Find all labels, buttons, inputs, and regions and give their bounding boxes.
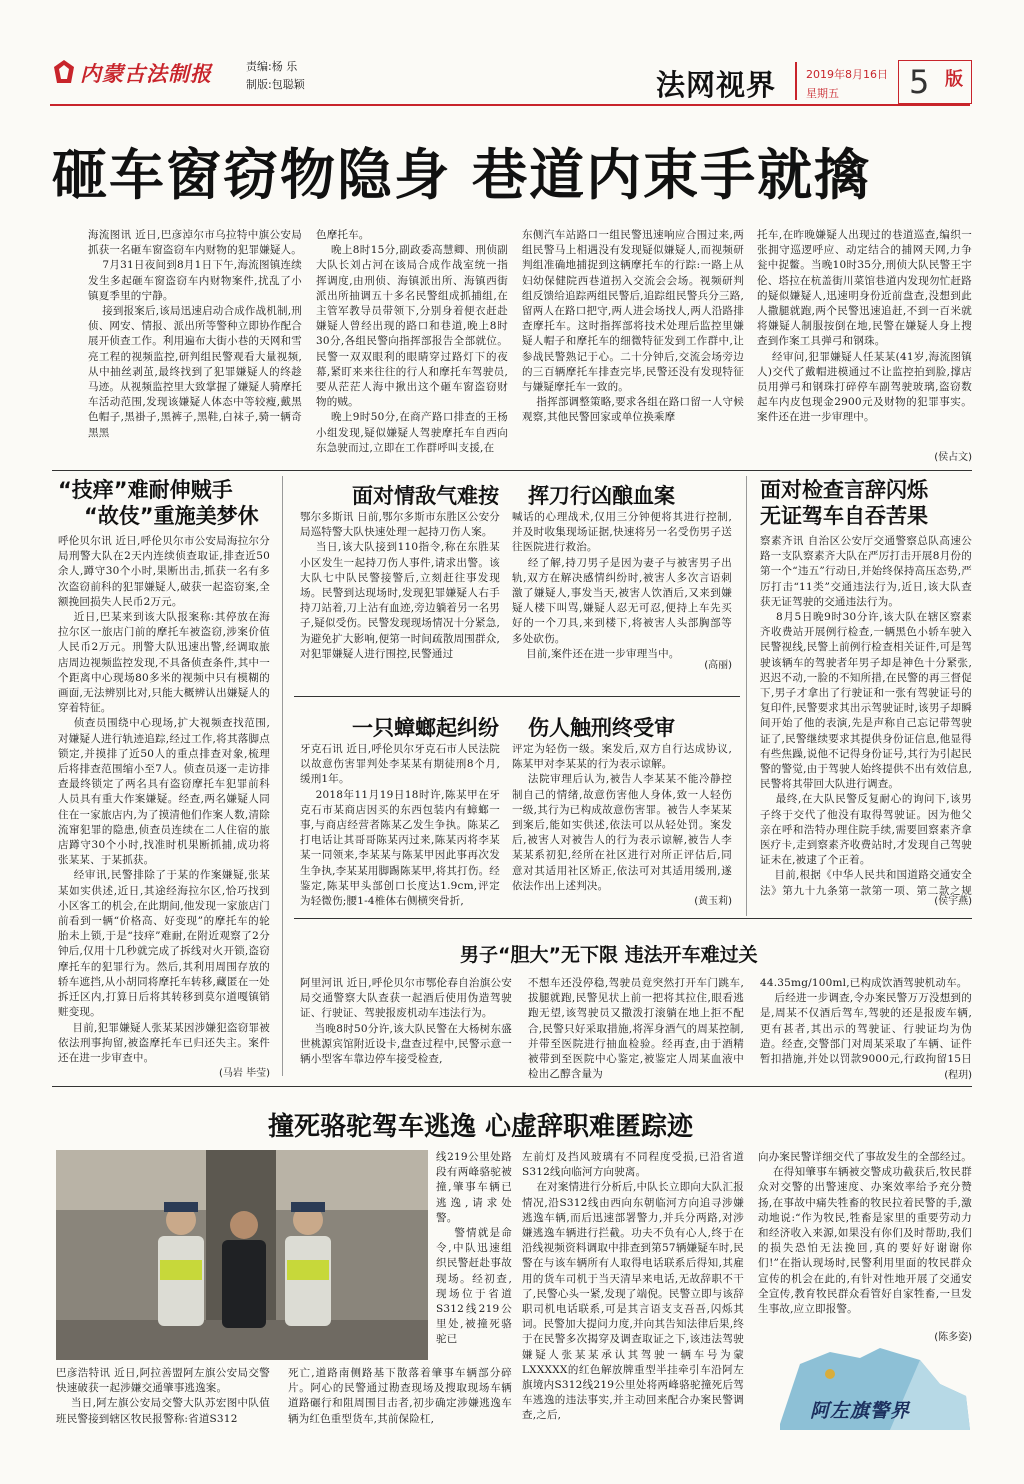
a2-headline: 面对情敌气难按 [352, 484, 499, 508]
page-label: 版 [945, 69, 963, 90]
a7-headline: 男子“胆大”无下限 违法开车难过关 [460, 944, 758, 966]
a5-body: 牙克石讯 近日,呼伦贝尔牙克石市人民法院以故意伤害罪判处李某某有期徒刑8个月,缓刑1年。 2018年11月19日18时许,陈某甲在牙克石市某商店因买的东西包装内有蟑螂一事,与商店经营者陈某乙发生争执。陈某乙打电话让其哥哥陈某丙过来,陈某丙将李某某一同领来,李某某与陈某甲因此事再次发生争执,李某某用脚踢陈某甲,将其打伤。经鉴定,陈某甲头部创口长度达1.9cm,评定为轻微伤;腰1-4椎体右侧横突骨折, [300, 743, 500, 908]
section-rule-1 [52, 470, 972, 471]
a8-body-col3: 左前灯及挡风玻璃有不同程度受损,已沿省道S312线向临河方向驶离。 在对案情进行分析后,中队长立即向大队汇报情况,沿S312线由西向东朝临河方向追寻涉嫌逃逸车辆,而后迅速部署警力,并兵分两路,对涉嫌逃逸车辆进行拦截。功夫不负有心人,终于在沿线视频资料调取中排查到第57辆嫌疑车时,民警在与该车辆所有人取得电话联系后得知,其雇用的货车司机于当天清早来电话,无故辞职不干了,民警心头一紧,发现了端倪。民警立即与该辞职司机电话联系,可是其言语支支吾吾,闪烁其词。民警加大提问力度,并向其告知法律后果,终于在民警多次揭穿及调查取证之下,该违法驾驶嫌疑人张某某承认其驾驶一辆车号为蒙LXXXXX的红色解放牌重型半挂牵引车沿阿左旗境内S312线219公里处将两峰骆驼撞死后驾车逃逸的违法事实,并主动回来配合办案民警调查,之后, [522, 1151, 744, 1422]
a8-body-col1: 线219公里处路段有两峰骆驼被撞,肇事车辆已逃逸,请求处警。 警情就是命令,中队迅速组织民警赶赴事故现场。经初查,现场位于省道S312线219公里处,被撞死骆驼已 [436, 1151, 512, 1346]
a6-headline: 伤人触刑终受审 [528, 716, 675, 740]
a2-body: 鄂尔多斯讯 日前,鄂尔多斯市东胜区公安分局巡特警大队快速处理一起持刀伤人案。 当日,该大队接到110指令,称在东胜某小区发生一起持刀伤人事件,请求出警。该大队七中队民警接警后,立刻赶往事发现场。民警到达现场时,发现犯罪嫌疑人右手持刀站着,刀上沾有血迹,旁边躺着另一名男子,疑似受伤。民警发现现场情况十分紧急,为避免扩大影响,便第一时间疏散周围群众,对犯罪嫌疑人进行围控,民警通过 [300, 511, 500, 660]
a6-body: 评定为轻伤一级。案发后,双方自行达成协议,陈某甲对李某某的行为表示谅解。 法院审理后认为,被告人李某某不能冷静控制自己的情绪,故意伤害他人身体,致一人轻伤一级,其行为已构成故意伤害罪。被告人李某某到案后,能如实供述,依法可以从轻处罚。案发后,被害人对被告人的行为表示谅解,被告人李某某系初犯,经所在社区进行对所正评估后,同意对其适用社区矫正,依法可对其适用缓刑,遂依法作出上述判决。 [512, 743, 732, 892]
a1-headline-2: “故伎”重施美梦休 [84, 504, 259, 528]
col-divider-1 [282, 476, 283, 1076]
editor-line: 责编:杨 乐 [246, 60, 298, 73]
a8-caption: 巴彦浩特讯 近日,阿拉善盟阿左旗公安局交警快速破获一起涉嫌交通肇事逃逸案。 当日,阿左旗公安局交警大队苏宏图中队值班民警接到辖区牧民报警称:省道S312 [56, 1367, 270, 1425]
lead-body-col2: 色摩托车。 晚上8时15分,副政委高慧卿、刑侦副大队长刘占河在该局合成作战室统一指挥调度,由刑侦、海镇派出所、海镇西街派出所抽调五十多名民警组成抓捕组,在主管军教导员带领下,分别身着便衣赶赴嫌疑人曾经出现的路口和巷道,晚上8时30分,各组民警向指挥部报告全部就位。民警一双双眼利的眼睛穿过路灯下的夜幕,紧盯来来往往的行人和摩托车驾驶员,要从茫茫人海中揪出这个砸车窗盗窃财物的贼。 晚上9时50分,在商产路口排查的王杨小组发现,疑似嫌疑人驾驶摩托车自西向东急驶而过,立即在工作群呼叫支援,在 [316, 229, 508, 454]
issue-date: 2019年8月16日 [806, 68, 888, 81]
a7-body-col1: 阿里河讯 近日,呼伦贝尔市鄂伦春自治旗公安局交通警察大队查获一起酒后使用伪造驾驶证、行驶证、驾驶报废机动车违法行为。 当晚8时50分许,该大队民警在大杨树东盛世桃源宾馆附近设卡,盘查过程中,民警示意一辆小型客车靠边停车接受检查, [300, 977, 512, 1066]
a3-byline: (高丽) [704, 660, 732, 671]
lead-body-col3: 东侧汽车站路口一组民警迅速响应合围过来,两组民警马上相遇没有发现疑似嫌疑人,而视频研判组准确地捕捉到这辆摩托车的行踪:一路上从妇幼保健院西巷道拐入交流会会场。视频研判组反馈给追踪两组民警后,追踪组民警兵分三路,留两人在路口把守,两人进会场找人,两人沿路排查摩托车。这时指挥部将技术处理后监控里嫌疑人帽子和摩托车的细微特征发到工作群中,让参战民警熟记于心。二十分钟后,交流会场旁边的三百辆摩托车排查完毕,民警还没有发现特征与嫌疑摩托车一致的。 指挥部调整策略,要求各组在路口留一人守候观察,其他民警回家或单位换乘摩 [522, 229, 744, 424]
paper-emblem-icon [52, 59, 76, 85]
lead-body-col4: 托车,在昨晚嫌疑人出现过的巷道巡查,编织一张拥守巡逻呼应、动定结合的捕网天网,力争瓮中捉鳖。当晚10时35分,刑侦大队民警王宇伦、塔拉在杭盖街川菜馆巷道内发现勿忙赶路的疑似嫌疑人,迅速明身份近前盘查,没想到此人撒腿就跑,两个民警迅速追赶,不到一百米就将嫌疑人制服按倒在地,民警在嫌疑人身上搜查到作案工具弹弓和钢珠。 经审问,犯罪嫌疑人任某某(41岁,海流图镇人)交代了戴帽进模通过不让监控拍到脸,撑店员用弹弓和钢珠打碎停车副驾驶玻璃,盗窃数起车内皮包现金2900元及财物的犯罪事实。案件还在进一步审理中。 [757, 229, 972, 424]
page-number: 5 [909, 63, 930, 101]
police-officers-image [56, 1150, 428, 1360]
a5-headline: 一只蟑螂起纠纷 [352, 716, 499, 740]
a3-headline: 挥刀行凶酿血案 [528, 484, 675, 508]
section-rule-4 [52, 1086, 972, 1087]
issue-weekday: 星期五 [806, 87, 839, 100]
section-rule-2 [294, 696, 740, 697]
masthead-rule [50, 104, 970, 106]
a3-body: 喊话的心理战术,仅用三分钟便将其进行控制,并及时收集现场证据,快速将另一名受伤男子送往医院进行救治。 经了解,持刀男子是因为妻子与被害男子出轨,双方在解决感情纠纷时,被害人多次言语刺激了嫌疑人,事发当天,被害人饮酒后,又来到嫌疑人楼下叫骂,嫌疑人忍无可忍,便持上车先买好的一个刀具,来到楼下,将被害人头部胸部等多处砍伤。 目前,案件还在进一步审理当中。 [512, 511, 732, 660]
paper-logo [52, 58, 232, 86]
a1-body: 呼伦贝尔讯 近日,呼伦贝尔市公安局海拉尔分局刑警大队在2天内连续侦查取证,排查近50余人,蹲守30个小时,果断出击,抓获一名有多次盗窃前科的犯罪嫌疑人,破获一起盗窃案,全额挽回损失人民币2万元。 近日,巴某来到该大队报案称:其停放在海拉尔区一旅店门前的摩托车被盗窃,涉案价值人民币2万元。刑警大队迅速出警,经调取旅店周边视频监控发现,不具备侦查条件,其中一个距离中心现场80多米的视频中只有模糊的画面,无法辨别比对,只能大概辨认出嫌疑人的穿着特征。 侦查员围绕中心现场,扩大视频查找范围,对嫌疑人进行轨迹追踪,经过工作,将其落脚点锁定,并摸排了近50人的重点排查对象,梳理后将排查范围缩小至7人。侦查员逐一走访排查最终锁定了两名具有盗窃摩托车犯罪前科人员具有重大作案嫌疑。经查,两名嫌疑人同住在一家旅店内,为了摸清他们作案人数,清除流窜犯罪的隐患,侦查员连续在二人住宿的旅店蹲守30个小时,找准时机果断抓捕,成功将张某某、于某抓获。 经审讯,民警排除了于某的作案嫌疑,张某某如实供述,近日,其途经海拉尔区,恰巧找到小区客工的机会,在此期间,他发现一家旅店门前看到一辆“价格高、好变现”的摩托车的轮胎未上锁,于是“技痒”难耐,在附近观察了2分钟后,仅用十几秒就完成了拆线对火开锁,盗窃摩托车的犯罪行为。然后,其利用周围存放的轿车遮挡,从小胡同将摩托车转移,藏匿在一处拆迁区内,打算日后将其转移到莫尔道嘎镇销赃变现。 目前,犯罪嫌疑人张某某因涉嫌犯盗窃罪被依法刑事拘留,被盗摩托车已归还失主。案件还在进一步审查中。 [58, 535, 270, 1064]
accident-photo [56, 1150, 428, 1360]
a1-byline: (马岩 毕莹) [219, 1068, 270, 1079]
lead-body-col1: 海流图讯 近日,巴彦淖尔市乌拉特中旗公安局抓获一名砸车窗盗窃车内财物的犯罪嫌疑人。 7月31日夜间到8月1日下午,海流图镇连续发生多起砸车窗盗窃车内财物案件,扰乱了小镇夏季里的宁静。 接到报案后,该局迅速启动合成作战机制,刑侦、网安、情报、派出所等警种立即协作配合展开侦查工作。利用遍布大街小巷的天网和雪亮工程的视频监控,研判组民警观看大量视频,从中抽丝剥茧,最终找到了犯罪嫌疑人的终趁马迹。从视频监控里大致掌握了嫌疑人骑摩托车活动范围,发现该嫌疑人体态中等较瘦,戴黑色帽子,黑褂子,黑裤子,黑鞋,白袜子,骑一辆奇黑黑 [88, 229, 302, 439]
a4-headline-1: 面对检查言辞闪烁 [760, 478, 928, 502]
a1-headline-1: “技痒”难耐伸贼手 [58, 478, 233, 502]
section-title: 法网视界 [656, 68, 777, 102]
a8-body-col4: 向办案民警详细交代了事故发生的全部经过。 在得知肇事车辆被交警成功截获后,牧民群众对交警的出警速度、办案效率给予充分赞扬,在事故中痛失牲畜的牧民拉着民警的手,激动地说:“作为牧民,牲畜是家里的重要劳动力和经济收入来源,如果没有你们及时帮助,我们的损失恐怕无法挽回,真的要好好谢谢你们!”在指认现场时,民警利用里面的牧民群众宣传的机会在此的,有针对性地开展了交通安全宣传,教育牧民群众看管好自家牲畜,一旦发生事故,应立即报警。 [758, 1151, 972, 1316]
a7-body-col2: 不想车还没停稳,驾驶员竟突然打开车门跳车,拔腿就跑,民警见状上前一把将其拉住,眼看逃跑无望,该驾驶员又撒泼打滚躺在地上拒不配合,民警只好采取措施,将浑身酒气的周某控制,并带至医院进行抽血检验。经再查,由于酒精被带到至医院中心鉴定,被鉴定人周某血液中检出乙醇含量为 [528, 977, 744, 1080]
lead-byline: (侯占文) [934, 452, 972, 463]
a8-body-col2: 死亡,道路南侧路基下散落着肇事车辆部分碎片。阿心的民警通过勘查现场及搜取现场车辆道路碾行和阻周围目击者,初步确定涉嫌逃逸车辆为红色重型货车,其前保险杠, [288, 1367, 512, 1425]
maker-line: 制版:包聪颖 [246, 78, 305, 91]
a4-body: 察素齐讯 自治区公安厅交通警察总队高速公路一支队察素齐大队在严厉打击开展8月份的第一个“违五”行动日,并始终保持高压态势,严厉打击“11类”交通违法行为,近日,该大队查获无证驾驶的交通违法行为。 8月5日晚9时30分许,该大队在辖区察素齐收费站开展例行检查,一辆黑色小轿车驶入民警视线,民警上前例行检查相关证件,可是驾驶该辆车的驾驶者年男子却是神色十分紧张,迟迟不动,一脸的不知所措,在民警的再三督促下,男子才拿出了行驶证和一张有驾驶证号的复印件,民警要求其出示驾驶证时,该男子却瞬间开始了他的表演,先是声称自己忘记带驾驶证了,民警继续要求其提供身份证信息,他显得有些焦躁,说他不记得身份证号,其行为引起民警的警觉,由于驾驶人始终提供不出有效信息,民警将其带回大队进行调查。 最终,在大队民警反复耐心的询问下,该男子终于交代了他没有取得驾驶证。因为他父亲在呼和浩特办理住院手续,需要回察素齐拿医疗卡,走到察素齐收费站时,才发现自己驾驶证未在,被逮了个正着。 目前,根据《中华人民共和国道路交通安全法》第九十九条第一款第一项、第二款之规 [760, 535, 972, 897]
a7-byline: (程玥) [944, 1070, 972, 1081]
a4-headline-2: 无证驾车自吞苦果 [760, 504, 928, 528]
a6-byline: (黄玉莉) [694, 896, 732, 907]
masthead-divider [795, 62, 797, 100]
col-divider-2 [746, 476, 747, 916]
masthead [0, 0, 1024, 108]
alashan-left-banner-logo [770, 1344, 974, 1434]
section-rule-3 [294, 918, 972, 919]
paper-name: 内蒙古法制报 [80, 62, 212, 86]
a8-byline: (陈多姿) [934, 1332, 972, 1343]
corner-logo-text: 阿左旗警界 [810, 1400, 911, 1422]
lead-headline: 砸车窗窃物隐身 巷道内束手就擒 [52, 142, 872, 207]
a7-body-col3: 44.35mg/100ml,已构成饮酒驾驶机动车。 后经进一步调查,令办案民警万万没想到的是,周某不仅酒后驾车,驾驶的还是报废车辆,更有甚者,其出示的驾驶证、行驶证均为伪造。经查,交警部门对周某采取了车辆、证件暂扣措施,并处以罚款9000元,行政拘留15日 [760, 977, 972, 1066]
a8-headline: 撞死骆驼驾车逃逸 心虚辞职难匿踪迹 [268, 1112, 694, 1142]
page-number-box [898, 60, 972, 104]
a4-byline: (侯宇燕) [934, 896, 972, 907]
